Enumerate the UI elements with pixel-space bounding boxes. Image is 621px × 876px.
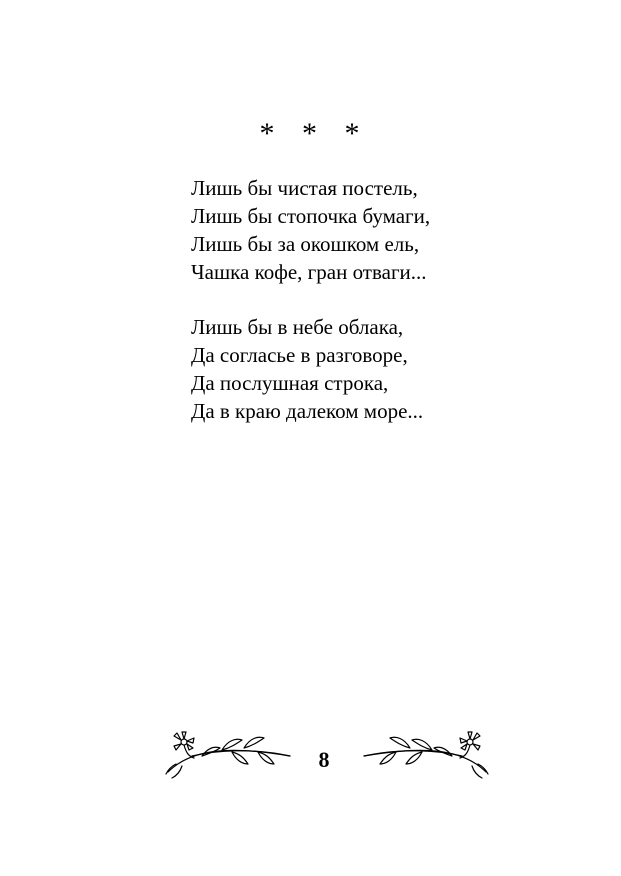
poem-line: Лишь бы за окошком ель, [191, 232, 420, 256]
poem-line: Чашка кофе, гран отваги... [191, 260, 427, 284]
poem [191, 174, 571, 425]
page-number: 8 [318, 747, 330, 772]
poem-line: Лишь бы чистая постель, [191, 176, 418, 200]
poem-line: Лишь бы стопочка бумаги, [191, 204, 431, 228]
poem-line: Да послушная строка, [191, 371, 389, 395]
poem-line: Да согласье в разговоре, [191, 343, 408, 367]
floral-branch-icon [162, 726, 312, 782]
page-footer [0, 726, 621, 782]
stanza-1 [191, 174, 571, 286]
poem-line: Лишь бы в небе облака, [191, 315, 404, 339]
section-separator: * * * [259, 117, 370, 150]
poem-line: Да в краю далеком море... [191, 399, 424, 423]
floral-branch-icon [342, 726, 492, 782]
stanza-2 [191, 313, 571, 425]
